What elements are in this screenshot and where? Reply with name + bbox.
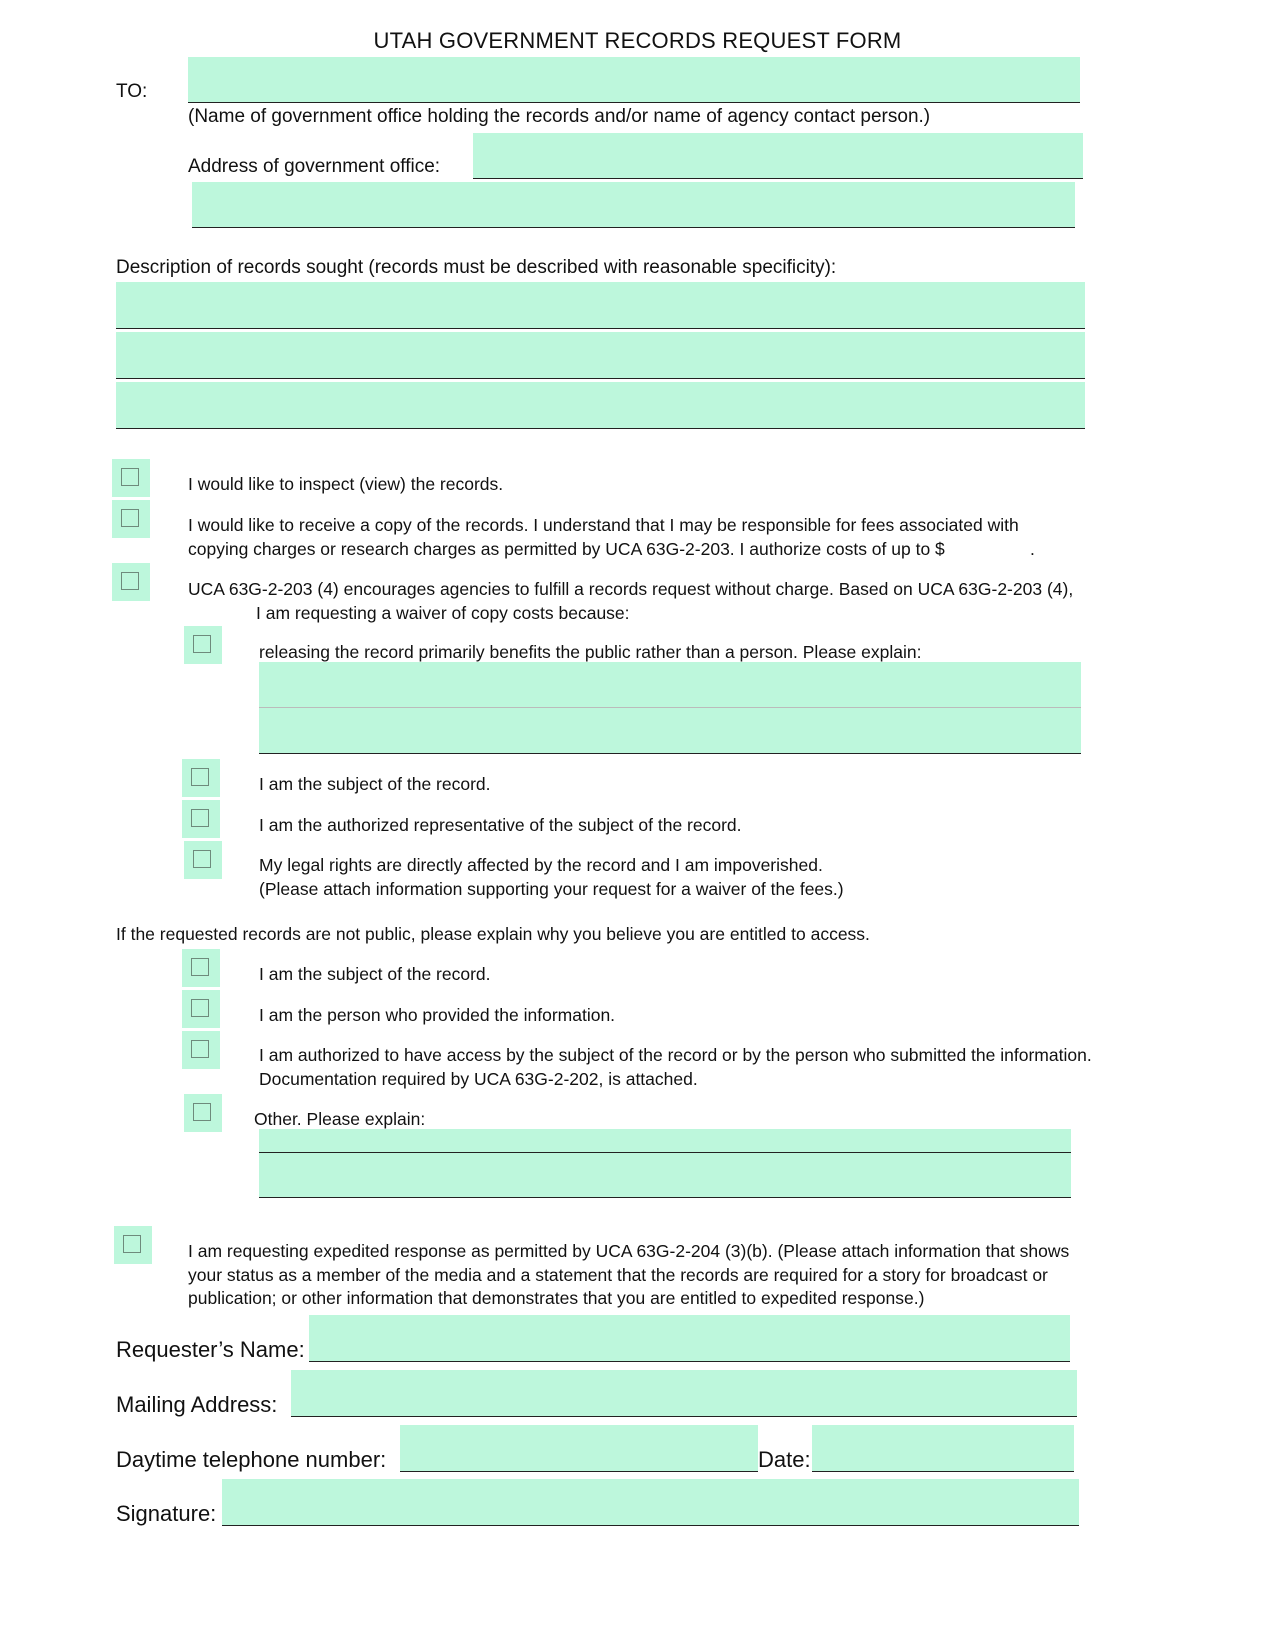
copy-text-line-1: I would like to receive a copy of the records. I understand that I may be responsible for fees associated with [188, 515, 1019, 535]
requester-name-field[interactable] [309, 1315, 1070, 1362]
other-text: Other. Please explain: [254, 1109, 426, 1129]
impoverished-text-line-1: My legal rights are directly affected by the record and I am impoverished. [259, 855, 823, 875]
waiver-subject-checkbox[interactable] [182, 759, 220, 797]
access-subject-checkbox[interactable] [182, 949, 220, 987]
address-field-line-2[interactable] [192, 182, 1075, 228]
to-label: TO: [116, 81, 148, 102]
description-field-line-1[interactable] [116, 282, 1085, 329]
access-authorized-checkbox[interactable] [182, 1031, 220, 1069]
other-explain-line-2[interactable] [259, 1153, 1071, 1198]
access-subject-text: I am the subject of the record. [259, 964, 491, 984]
public-benefit-checkbox[interactable] [184, 626, 222, 664]
public-benefit-explain-line-1[interactable] [259, 662, 1081, 708]
public-benefit-explain-line-2[interactable] [259, 708, 1081, 754]
address-field-line-1[interactable] [473, 133, 1083, 179]
date-field[interactable] [812, 1425, 1074, 1472]
date-label: Date: [758, 1447, 811, 1472]
cost-limit-field[interactable] [970, 537, 1032, 563]
inspect-text: I would like to inspect (view) the records. [188, 474, 504, 494]
waiver-subject-text: I am the subject of the record. [259, 774, 491, 794]
access-authorized-text-line-2: Documentation required by UCA 63G-2-202, is attached. [259, 1069, 698, 1089]
access-provider-text: I am the person who provided the information. [259, 1005, 616, 1025]
other-explain-line-1[interactable] [259, 1129, 1071, 1153]
phone-label: Daytime telephone number: [116, 1447, 387, 1472]
expedited-checkbox[interactable] [114, 1226, 152, 1264]
waiver-checkbox[interactable] [112, 563, 150, 601]
access-provider-checkbox[interactable] [182, 990, 220, 1028]
mailing-address-label: Mailing Address: [116, 1392, 278, 1417]
not-public-text: If the requested records are not public, please explain why you believe you are entitled to access. [116, 924, 870, 944]
description-label: Description of records sought (records must be described with reasonable specificity): [116, 257, 837, 278]
expedited-text-line-2: your status as a member of the media and a statement that the records are required for a story for broadcast or [188, 1265, 1048, 1285]
signature-field[interactable] [222, 1479, 1079, 1526]
description-field-line-3[interactable] [116, 382, 1085, 429]
address-label: Address of government office: [188, 156, 441, 177]
copy-text-line-2: copying charges or research charges as permitted by UCA 63G-2-203. I authorize costs of up to $ [188, 539, 945, 559]
to-hint: (Name of government office holding the records and/or name of agency contact person.) [188, 106, 931, 127]
waiver-representative-checkbox[interactable] [182, 800, 220, 838]
copy-checkbox[interactable] [112, 500, 150, 538]
impoverished-checkbox[interactable] [184, 841, 222, 879]
expedited-text-line-1: I am requesting expedited response as permitted by UCA 63G-2-204 (3)(b). (Please attach information that shows [188, 1241, 1070, 1261]
form-title: UTAH GOVERNMENT RECORDS REQUEST FORM [373, 28, 902, 53]
phone-field[interactable] [400, 1425, 758, 1472]
signature-label: Signature: [116, 1501, 217, 1526]
public-benefit-text: releasing the record primarily benefits the public rather than a person. Please explain: [259, 642, 922, 662]
inspect-checkbox[interactable] [112, 459, 150, 497]
access-authorized-text-line-1: I am authorized to have access by the subject of the record or by the person who submitted the information. [259, 1045, 1092, 1065]
impoverished-text-line-2: (Please attach information supporting your request for a waiver of the fees.) [259, 879, 844, 899]
waiver-text-line-2: I am requesting a waiver of copy costs because: [256, 603, 630, 623]
requester-name-label: Requester’s Name: [116, 1337, 305, 1362]
description-field-line-2[interactable] [116, 332, 1085, 379]
waiver-text-line-1: UCA 63G-2-203 (4) encourages agencies to fulfill a records request without charge. Based on UCA 63G-2-203 (4), [188, 579, 1074, 599]
mailing-address-field[interactable] [291, 1370, 1077, 1417]
copy-text-end: . [1030, 539, 1035, 559]
to-field[interactable] [188, 57, 1080, 103]
waiver-representative-text: I am the authorized representative of the subject of the record. [259, 815, 742, 835]
other-checkbox[interactable] [184, 1094, 222, 1132]
expedited-text-line-3: publication; or other information that demonstrates that you are entitled to expedited response.) [188, 1288, 925, 1308]
